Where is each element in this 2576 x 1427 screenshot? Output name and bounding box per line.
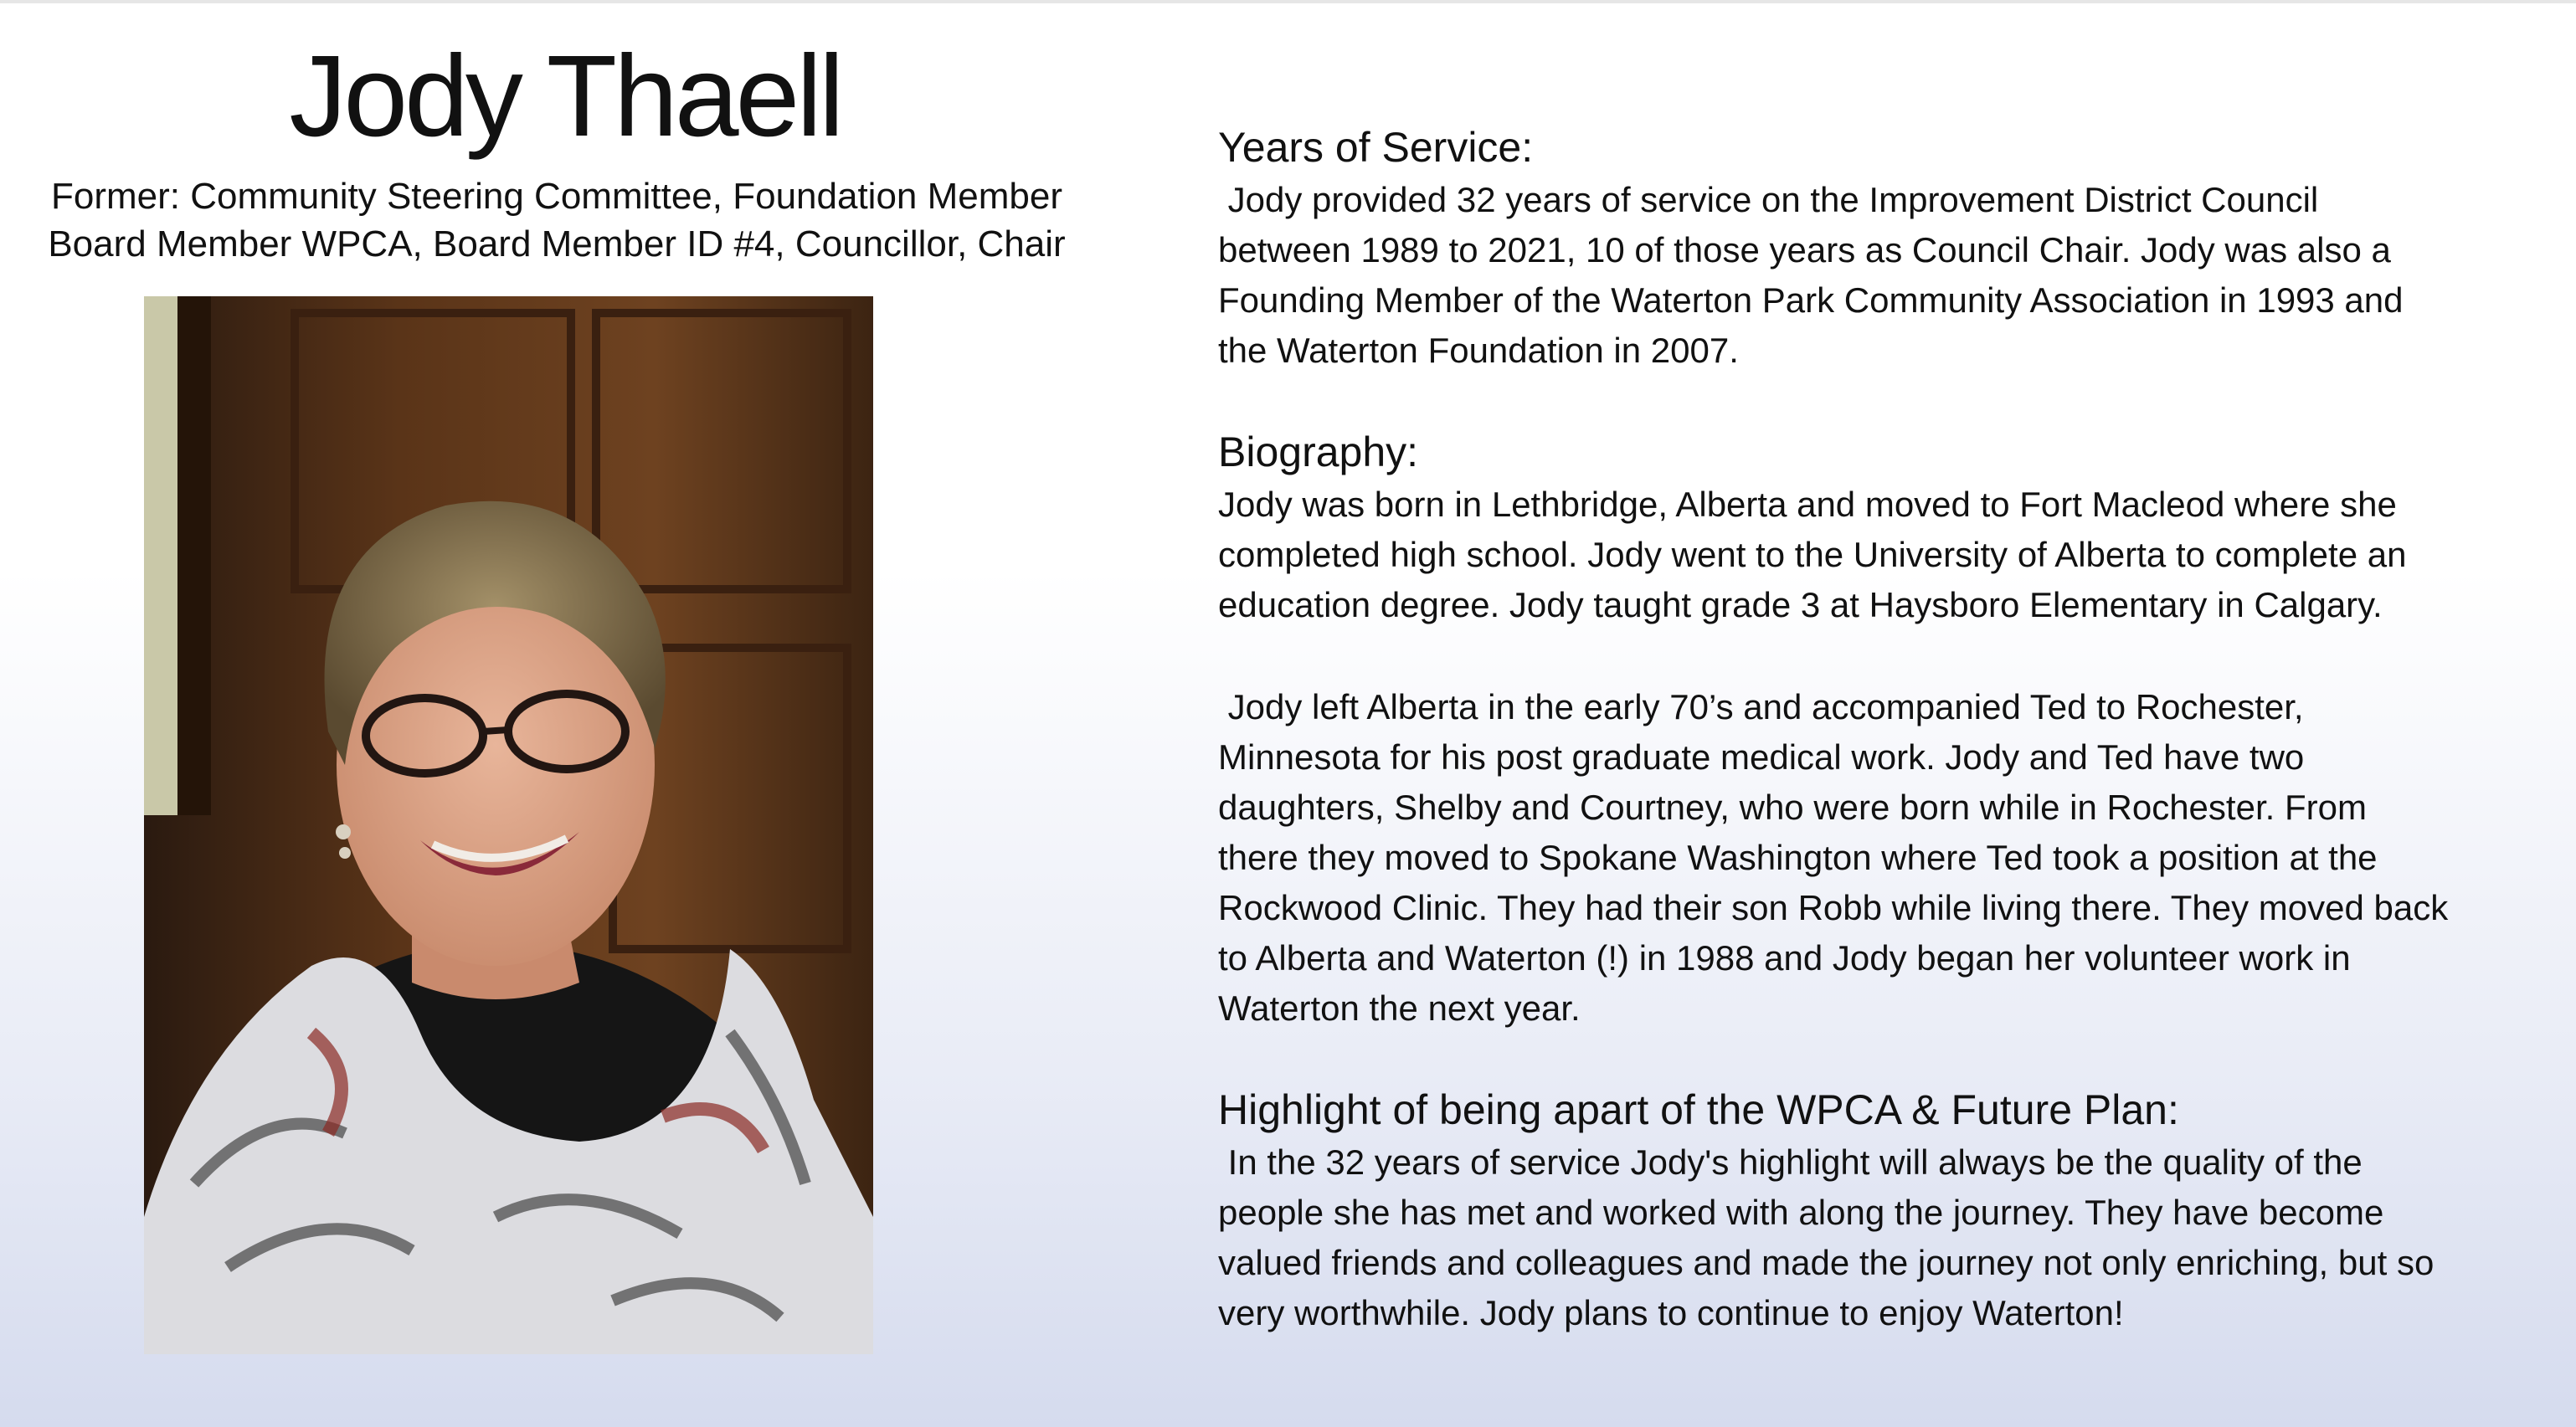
biography-text-1: Jody was born in Lethbridge, Alberta and moved to Fort Macleod where she completed high school. Jody went to the University of Alberta to complete an education degree. Jody taught grade 3 at Haysboro Elementary in Calgary. — [1218, 485, 2407, 624]
highlight-heading: Highlight of being apart of the WPCA & Future Plan: — [1218, 1086, 2179, 1133]
top-divider — [0, 0, 2576, 3]
profile-name: Jody Thaell — [289, 32, 841, 161]
profile-details — [1218, 121, 2524, 1338]
roles-line-2: Board Member WPCA, Board Member ID #4, Councillor, Chair — [48, 223, 1066, 264]
profile-photo — [144, 296, 873, 1354]
biography-heading: Biography: — [1218, 429, 1419, 475]
service-heading: Years of Service: — [1218, 124, 1534, 171]
biography-text-2: Jody left Alberta in the early 70’s and accompanied Ted to Rochester, Minnesota for his post graduate medical work. Jody and Ted have two daughters, Shelby and Courtney, who were born while in Rochester. From there they moved to Spokane Washington where Ted took a position at the Rockwood Clinic. They had their son Robb while living there. They moved back to Alberta and Waterton (!) in 1988 and Jody began her volunteer work in Waterton the next year. — [1218, 687, 2449, 1028]
service-text: Jody provided 32 years of service on the Improvement District Council between 1989 to 2021, 10 of those years as Council Chair. Jody was also a Founding Member of the Waterton Park Community Association in 1993 and the Waterton Foundation in 2007. — [1218, 180, 2404, 370]
highlight-text: In the 32 years of service Jody's highlight will always be the quality of the people she has met and worked with along the journey. They have become valued friends and colleagues and made the journey not only enriching, but so very worthwhile. Jody plans to continue to enjoy Waterton! — [1218, 1142, 2435, 1332]
roles-block — [0, 172, 1113, 268]
roles-line-1: Former: Community Steering Committee, Foundation Member — [51, 176, 1062, 217]
